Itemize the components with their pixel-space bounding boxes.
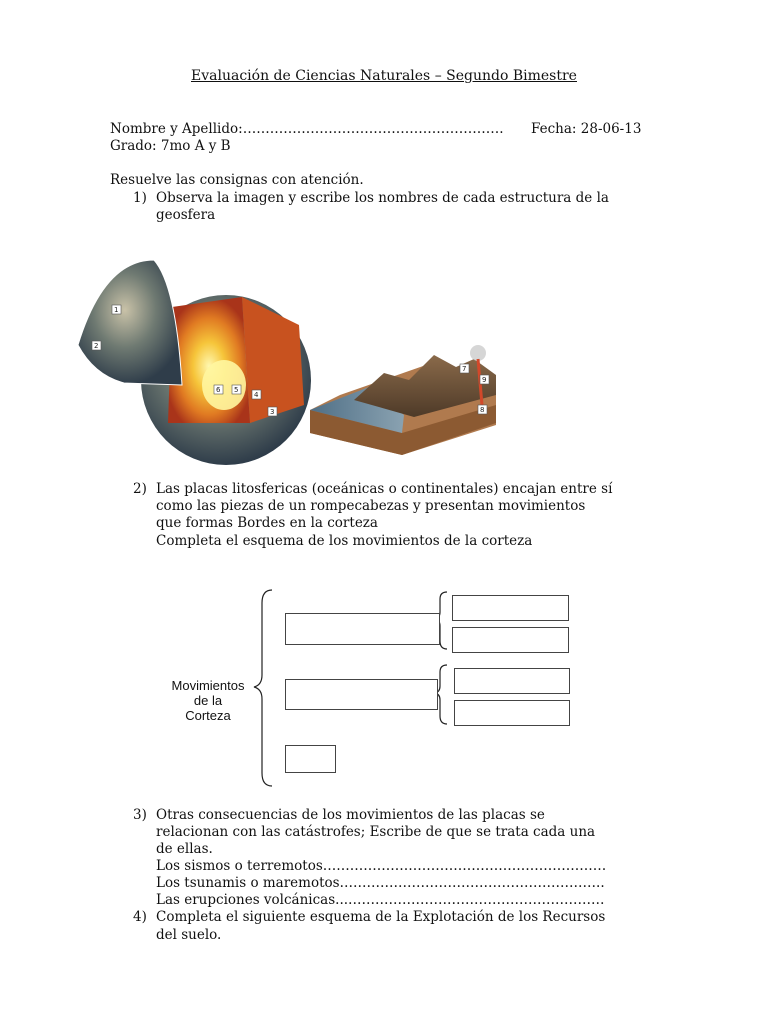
marker-1: 1 xyxy=(114,306,119,314)
marker-6: 6 xyxy=(216,386,221,394)
q4-text-line2: del suelo. xyxy=(156,927,222,943)
answer-box-main-3[interactable] xyxy=(285,745,336,773)
volcano-plume xyxy=(470,345,486,361)
q3-item-eruptions: Las erupciones volcánicas...………………………………………………… xyxy=(156,892,605,908)
answer-box-sub-2b[interactable] xyxy=(454,700,570,726)
q3-text-line1: Otras consecuencias de los movimientos de las placas se xyxy=(156,807,545,823)
name-blank: …………………………………………………. xyxy=(242,121,504,137)
answer-box-main-2[interactable] xyxy=(285,679,438,710)
diagram-label xyxy=(160,678,256,723)
marker-8: 8 xyxy=(480,406,485,414)
q1-text-line1: Observa la imagen y escribe los nombres de cada estructura de la xyxy=(156,190,609,206)
name-label: Nombre y Apellido: xyxy=(110,121,243,137)
marker-2: 2 xyxy=(94,342,99,350)
answer-box-sub-1b[interactable] xyxy=(452,627,569,653)
date-text: Fecha: 28-06-13 xyxy=(531,121,642,137)
q3-item-earthquakes: Los sismos o terremotos……………………………………………………… xyxy=(156,858,607,874)
geosphere-illustration xyxy=(64,255,504,470)
q4-text-line1: Completa el siguiente esquema de la Explotación de los Recursos xyxy=(156,909,606,925)
instructions: Resuelve las consignas con atención. xyxy=(110,172,364,188)
q2-text-line4: Completa el esquema de los movimientos de la corteza xyxy=(156,533,533,549)
diagram-label-line1: Movimientos xyxy=(171,678,245,693)
q1-number: 1) xyxy=(133,190,147,206)
q4-number: 4) xyxy=(133,909,147,925)
marker-3: 3 xyxy=(270,408,275,416)
main-brace xyxy=(254,590,272,786)
answer-box-sub-1a[interactable] xyxy=(452,595,569,621)
marker-7: 7 xyxy=(462,365,467,373)
q2-number: 2) xyxy=(133,481,147,497)
name-line xyxy=(110,121,503,138)
earth-interior-side xyxy=(242,297,304,423)
answer-box-sub-2a[interactable] xyxy=(454,668,570,694)
q2-text-line3: que formas Bordes en la corteza xyxy=(156,515,378,531)
crust-segment xyxy=(78,260,182,385)
marker-4: 4 xyxy=(254,391,259,399)
q2-text-line1: Las placas litosfericas (oceánicas o continentales) encajan entre sí xyxy=(156,481,613,497)
diagram-label-line2: de la xyxy=(193,693,223,708)
page-title: Evaluación de Ciencias Naturales – Segundo Bimestre xyxy=(191,68,577,84)
grade-text: Grado: 7mo A y B xyxy=(110,138,231,154)
q2-text-line2: como las piezas de un rompecabezas y presentan movimientos xyxy=(156,498,586,514)
q3-text-line3: de ellas. xyxy=(156,841,213,857)
q3-item-tsunamis: Los tsunamis o maremotos………………………………………………….. xyxy=(156,875,605,891)
marker-5: 5 xyxy=(234,386,239,394)
answer-box-main-1[interactable] xyxy=(285,613,440,645)
q3-text-line2: relacionan con las catástrofes; Escribe de que se trata cada una xyxy=(156,824,596,840)
diagram-label-line3: Corteza xyxy=(185,708,231,723)
q1-text-line2: geosfera xyxy=(156,207,216,223)
marker-9: 9 xyxy=(482,376,487,384)
q3-number: 3) xyxy=(133,807,147,823)
